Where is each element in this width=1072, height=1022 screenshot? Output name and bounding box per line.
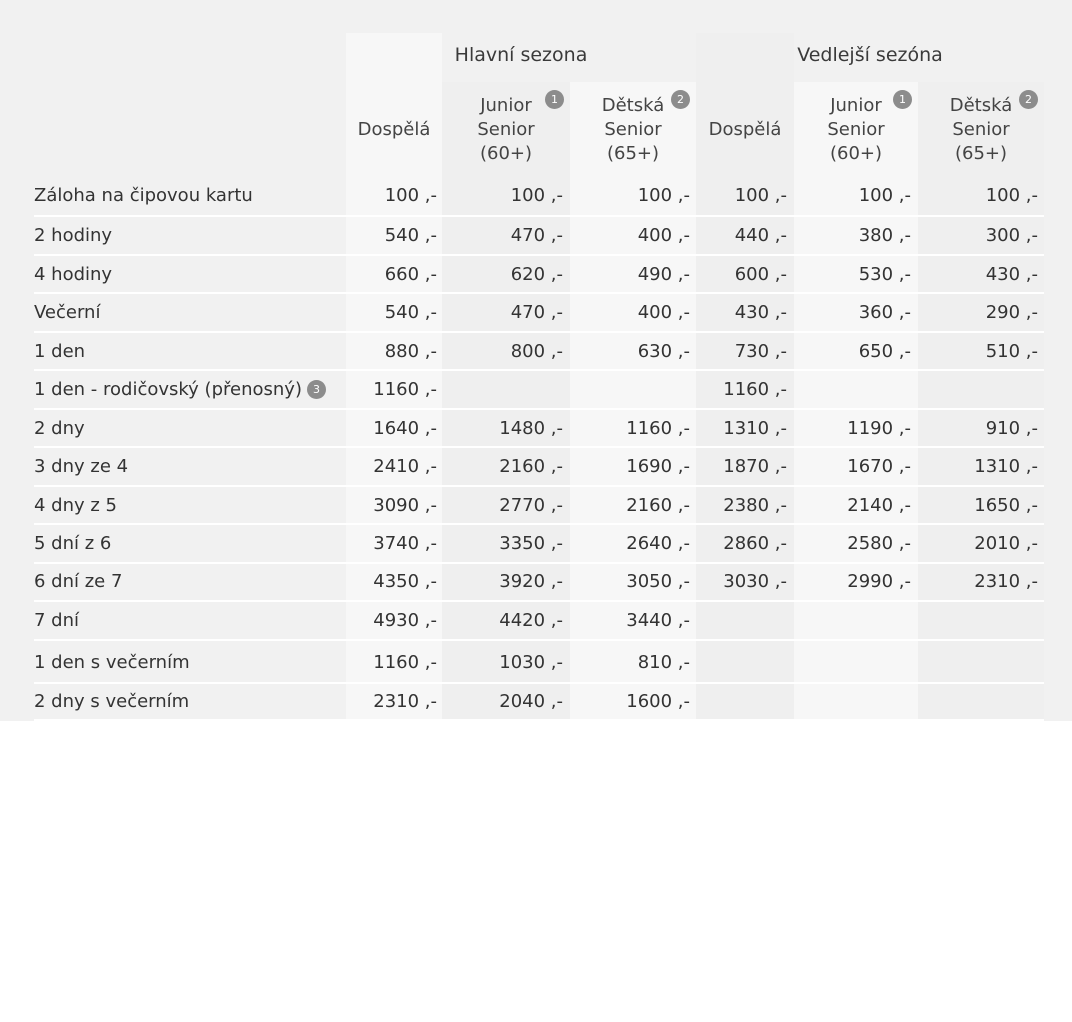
price-cell: 620 ,- bbox=[510, 264, 563, 285]
price-cell: 470 ,- bbox=[510, 225, 563, 246]
price-cell: 1670 ,- bbox=[847, 456, 911, 477]
row-separator bbox=[34, 292, 1044, 294]
row-separator bbox=[34, 408, 1044, 410]
price-cell: 3030 ,- bbox=[723, 571, 787, 592]
price-cell: 2310 ,- bbox=[373, 691, 437, 712]
column-header-line: Dětská bbox=[949, 95, 1013, 116]
row-label: 4 dny z 5 bbox=[34, 495, 118, 516]
price-cell: 1190 ,- bbox=[847, 418, 911, 439]
season-group-header: Hlavní sezona bbox=[454, 44, 588, 66]
row-label: 3 dny ze 4 bbox=[34, 456, 129, 477]
price-cell: 1160 ,- bbox=[626, 418, 690, 439]
column-header bbox=[696, 118, 794, 142]
price-cell: 2380 ,- bbox=[723, 495, 787, 516]
price-cell: 800 ,- bbox=[510, 341, 563, 362]
row-separator bbox=[34, 682, 1044, 684]
price-cell: 100 ,- bbox=[985, 185, 1038, 206]
column-header-line: Junior bbox=[830, 95, 882, 116]
price-cell: 3440 ,- bbox=[626, 610, 690, 631]
column-header-line: (60+) bbox=[479, 143, 533, 164]
price-cell: 2580 ,- bbox=[847, 533, 911, 554]
price-cell: 2160 ,- bbox=[499, 456, 563, 477]
row-separator bbox=[34, 331, 1044, 333]
row-separator bbox=[34, 600, 1044, 602]
price-cell: 3050 ,- bbox=[626, 571, 690, 592]
price-cell: 2410 ,- bbox=[373, 456, 437, 477]
row-separator bbox=[34, 523, 1044, 525]
price-cell: 1690 ,- bbox=[626, 456, 690, 477]
row-label: 1 den s večerním bbox=[34, 652, 190, 673]
price-cell: 810 ,- bbox=[637, 652, 690, 673]
column-header bbox=[346, 118, 442, 142]
column-background bbox=[794, 82, 918, 721]
row-separator bbox=[34, 719, 1044, 721]
price-cell: 2310 ,- bbox=[974, 571, 1038, 592]
column-header-line: Senior bbox=[604, 119, 662, 140]
price-cell: 380 ,- bbox=[858, 225, 911, 246]
price-cell: 100 ,- bbox=[858, 185, 911, 206]
price-cell: 3090 ,- bbox=[373, 495, 437, 516]
row-label: 2 dny bbox=[34, 418, 85, 439]
price-cell: 530 ,- bbox=[858, 264, 911, 285]
price-cell: 1160 ,- bbox=[373, 379, 437, 400]
price-cell: 1480 ,- bbox=[499, 418, 563, 439]
price-cell: 100 ,- bbox=[734, 185, 787, 206]
price-cell: 880 ,- bbox=[384, 341, 437, 362]
price-cell: 1310 ,- bbox=[723, 418, 787, 439]
price-cell: 2640 ,- bbox=[626, 533, 690, 554]
price-cell: 2770 ,- bbox=[499, 495, 563, 516]
price-cell: 100 ,- bbox=[637, 185, 690, 206]
column-header-line: Dětská bbox=[601, 95, 665, 116]
price-cell: 400 ,- bbox=[637, 302, 690, 323]
row-label: 1 den - rodičovský (přenosný) 3 bbox=[34, 379, 321, 400]
price-cell: 2160 ,- bbox=[626, 495, 690, 516]
column-header-line: Junior bbox=[480, 95, 532, 116]
price-cell: 3740 ,- bbox=[373, 533, 437, 554]
price-cell: 2010 ,- bbox=[974, 533, 1038, 554]
season-group-header: Vedlejší sezóna bbox=[797, 44, 943, 66]
price-cell: 730 ,- bbox=[734, 341, 787, 362]
row-label: 1 den bbox=[34, 341, 86, 362]
price-cell: 470 ,- bbox=[510, 302, 563, 323]
price-cell: 540 ,- bbox=[384, 225, 437, 246]
price-cell: 4420 ,- bbox=[499, 610, 563, 631]
row-separator bbox=[34, 446, 1044, 448]
column-header-line: (65+) bbox=[606, 143, 660, 164]
column-header-line: Senior bbox=[952, 119, 1010, 140]
price-cell: 2990 ,- bbox=[847, 571, 911, 592]
price-cell: 100 ,- bbox=[384, 185, 437, 206]
row-separator bbox=[34, 562, 1044, 564]
row-separator bbox=[34, 485, 1044, 487]
column-header-line: (60+) bbox=[829, 143, 883, 164]
price-cell: 430 ,- bbox=[734, 302, 787, 323]
price-cell: 540 ,- bbox=[384, 302, 437, 323]
price-cell: 360 ,- bbox=[858, 302, 911, 323]
footnote-badge: 1 bbox=[545, 90, 564, 109]
price-cell: 3920 ,- bbox=[499, 571, 563, 592]
row-label: 2 dny s večerním bbox=[34, 691, 190, 712]
price-cell: 2140 ,- bbox=[847, 495, 911, 516]
price-cell: 650 ,- bbox=[858, 341, 911, 362]
price-cell: 440 ,- bbox=[734, 225, 787, 246]
footnote-badge: 2 bbox=[671, 90, 690, 109]
row-label: 2 hodiny bbox=[34, 225, 113, 246]
price-cell: 400 ,- bbox=[637, 225, 690, 246]
price-cell: 1870 ,- bbox=[723, 456, 787, 477]
row-label: 6 dní ze 7 bbox=[34, 571, 123, 592]
price-cell: 600 ,- bbox=[734, 264, 787, 285]
column-header-line: Senior bbox=[827, 119, 885, 140]
price-cell: 1160 ,- bbox=[373, 652, 437, 673]
price-cell: 2040 ,- bbox=[499, 691, 563, 712]
column-header-line: (65+) bbox=[954, 143, 1008, 164]
column-header-line: Dospělá bbox=[708, 119, 782, 140]
price-cell: 1640 ,- bbox=[373, 418, 437, 439]
row-separator bbox=[34, 369, 1044, 371]
price-cell: 290 ,- bbox=[985, 302, 1038, 323]
price-cell: 1310 ,- bbox=[974, 456, 1038, 477]
price-cell: 510 ,- bbox=[985, 341, 1038, 362]
price-cell: 2860 ,- bbox=[723, 533, 787, 554]
row-separator bbox=[34, 215, 1044, 217]
column-header-line: Dospělá bbox=[357, 119, 431, 140]
row-label: Večerní bbox=[34, 302, 101, 323]
price-cell: 490 ,- bbox=[637, 264, 690, 285]
price-cell: 430 ,- bbox=[985, 264, 1038, 285]
footnote-badge: 2 bbox=[1019, 90, 1038, 109]
column-header-line: Senior bbox=[477, 119, 535, 140]
price-cell: 4350 ,- bbox=[373, 571, 437, 592]
price-cell: 1650 ,- bbox=[974, 495, 1038, 516]
row-label: 7 dní bbox=[34, 610, 80, 631]
price-cell: 100 ,- bbox=[510, 185, 563, 206]
row-label: 4 hodiny bbox=[34, 264, 113, 285]
price-cell: 910 ,- bbox=[985, 418, 1038, 439]
row-label: Záloha na čipovou kartu bbox=[34, 185, 253, 206]
row-label: 5 dní z 6 bbox=[34, 533, 112, 554]
footnote-badge: 1 bbox=[893, 90, 912, 109]
footnote-badge: 3 bbox=[307, 380, 326, 399]
price-cell: 300 ,- bbox=[985, 225, 1038, 246]
row-separator bbox=[34, 639, 1044, 641]
price-cell: 660 ,- bbox=[384, 264, 437, 285]
price-cell: 1030 ,- bbox=[499, 652, 563, 673]
column-background bbox=[918, 82, 1044, 721]
price-cell: 1160 ,- bbox=[723, 379, 787, 400]
price-cell: 4930 ,- bbox=[373, 610, 437, 631]
row-separator bbox=[34, 254, 1044, 256]
price-cell: 1600 ,- bbox=[626, 691, 690, 712]
price-cell: 630 ,- bbox=[637, 341, 690, 362]
price-cell: 3350 ,- bbox=[499, 533, 563, 554]
